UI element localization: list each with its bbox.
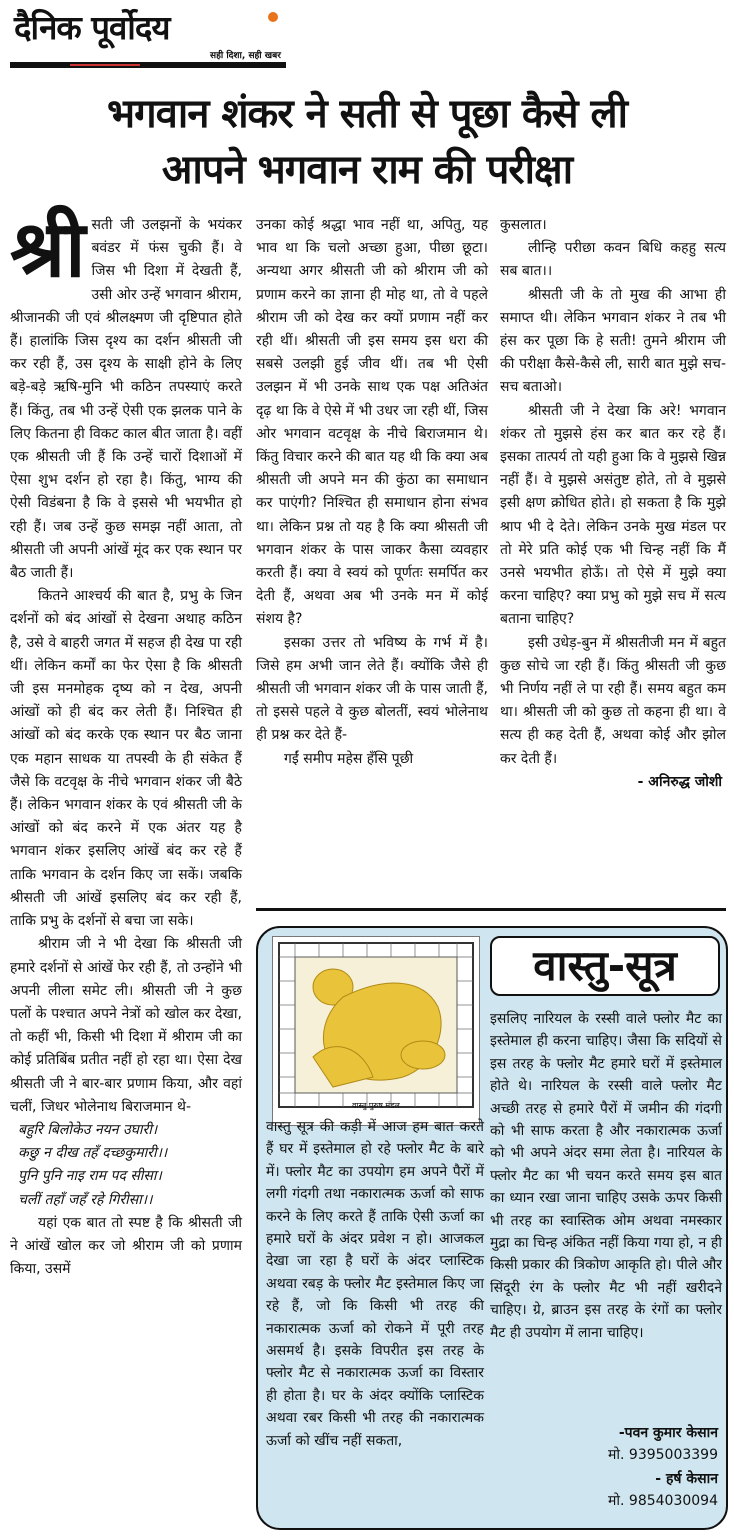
newspaper-tagline: सही दिशा, सही खबर xyxy=(210,51,281,61)
article-column-2 xyxy=(256,214,488,771)
vastu-sutra-title: वास्तु-सूत्र xyxy=(490,936,720,996)
masthead xyxy=(10,4,290,70)
contact-name: - हर्ष केसान xyxy=(655,1471,718,1487)
headline-line-2: आपने भगवान राम की परीक्षा xyxy=(161,147,573,193)
section-divider xyxy=(256,908,726,911)
paragraph: सती जी उलझनों के भयंकर बवंडर में फंस चुकी हैं। वे जिस भी दिशा में देखती हैं, उसी ओर उन्हें भगवान श्रीराम, श्रीजानकी जी एवं श्रीलक्ष्मण जी दृष्टिपात होते हैं। हालांकि जिस दृश्य का दर्शन श्रीसती जी कर रही हैं, उस दृश्य के साक्षी होने के लिए बड़े-बड़े ऋषि-मुनि भी कठिन तपस्याएं करते हैं। किंतु, तब भी उन्हें ऐसी एक झलक पाने के लिए कितना ही विकट काल बीत जाता है। वहीं एक श्रीसती जी हैं कि उन्हें चारों दिशाओं में ऐसा शुभ दर्शन हो रहा है। किंतु, भाग्य की ऐसी विडंबना है कि वे इससे भी भयभीत हो रही हैं। जब उन्हें कुछ समझ नहीं आता, तो श्रीसती जी अपनी आंखें मूंद कर एक स्थान पर बैठ जाती हैं। xyxy=(10,217,242,582)
masthead-accent-rule xyxy=(70,64,140,66)
author-byline: - अनिरुद्ध जोशी xyxy=(637,773,722,790)
image-caption: वास्तु पुरुष मंडल xyxy=(352,1101,400,1110)
contact-phone: मो. 9854030094 xyxy=(608,1493,718,1509)
article-column-3 xyxy=(500,214,726,794)
verse-line: लीन्हि परीछा कवन बिधि कहहु सत्य सब बात।। xyxy=(500,240,726,280)
vastu-mandala-icon xyxy=(273,937,479,1125)
paragraph: इसका उत्तर तो भविष्य के गर्भ में है। जिसे हम अभी जान लेते हैं। क्योंकि जैसे ही श्रीसती जी भगवान शंकर जी के पास जाती हैं, तो इससे पहले वे कुछ बोलतीं, स्वयं भोलेनाथ ही प्रश्न कर देते हैं- xyxy=(256,634,488,744)
paragraph: उनका कोई श्रद्धा भाव नहीं था, अपितु, यह भाव था कि चलो अच्छा हुआ, पीछा छूटा। अन्यथा अगर श्रीसती जी को श्रीराम जी को प्रणाम करने का ज्ञाना ही मोह था, तो वे पहले श्रीराम जी को देख कर क्यों प्रणाम नहीं कर रही थीं। श्रीसती जी इस समय इस धरा की सबसे उलझी हुई जीव थीं। तब भी ऐसी उलझन में भी उनके साथ एक पक्ष अतिअंत दृढ़ था कि वे ऐसे में भी उधर जा रही थीं, जिस ओर भगवान वटवृक्ष के नीचे बिराजमान थे। किंतु विचार करने की बात यह थी कि क्या अब श्रीसती जी अपने मन की कुंठा का समाधान कर पाएंगी? निश्चित ही समाधान होना संभव था। लेकिन प्रश्न तो यह है कि क्या श्रीसती जी भगवान शंकर के पास जाकर कैसा व्यवहार करती हैं। क्या वे स्वयं को पूर्णतः समर्पित कर देती हैं, अथवा अब भी उनके मन में कोई संशय है? xyxy=(256,217,488,628)
paragraph: कितने आश्चर्य की बात है, प्रभु के जिन दर्शनों को बंद आंखों से देखना अथाह कठिन है, उसे वे बाहरी जगत में सहज ही देख पा रही थीं। लेकिन कर्मों का फेर ऐसा है कि श्रीसती जी इस मनमोहक दृष्य को न देख, अपनी आंखों को ही बंद कर लेती हैं। निश्चित ही आंखों को बंद करके एक स्थान पर बैठ जाना एक महान साधक या तपस्वी के ही संकेत हैं जैसे कि वटवृक्ष के नीचे भगवान शंकर जी बैठे हैं। लेकिन भगवान शंकर के एवं श्रीसती जी के आंखों को बंद करने में एक अंतर यह है भगवान शंकर इसलिए आंखें बंद कर रहे हैं ताकि भगवान के दर्शन किए जा सकें। जबकि श्रीसती जी आंखें इसलिए बंद कर रही हैं, ताकि प्रभु के दर्शनों से बचा जा सके। xyxy=(10,588,242,930)
dropcap: श्री xyxy=(10,205,86,295)
vastu-sutra-box xyxy=(256,926,728,1530)
paragraph: इसी उधेड़-बुन में श्रीसतीजी मन में बहुत कुछ सोचे जा रही हैं। किंतु श्रीसती जी कुछ भी निर्णय नहीं ले पा रही हैं। समय बहुत कम था। श्रीसती जी को कुछ तो कहना ही था। वे सत्य ही कह देती हैं, अथवा कोई और झोल कर देती हैं। xyxy=(500,634,726,767)
verse-line: बहुरि बिलोकेउ नयन उघारी। xyxy=(18,1121,158,1138)
headline-line-1: भगवान शंकर ने सती से पूछा कैसे ली xyxy=(106,91,627,137)
verse-line: कुसलात। xyxy=(500,217,547,233)
contact-phone: मो. 9395003399 xyxy=(608,1447,718,1463)
paragraph: श्रीसती जी के तो मुख की आभा ही समाप्त थी। लेकिन भगवान शंकर ने तब भी हंस कर पूछा कि हे सती! तुमने श्रीराम जी की परीक्षा कैसे-कैसे ली, सारी बात मुझे सच-सच बताओ। xyxy=(500,286,726,396)
newspaper-title: दैनिक पूर्वोदय xyxy=(14,8,170,47)
masthead-rule xyxy=(10,62,286,68)
contact-name: -पवन कुमार केसान xyxy=(618,1425,718,1441)
vastu-purush-image xyxy=(272,936,480,1126)
verse-line: गईं समीप महेस हँसि पूछी xyxy=(284,750,414,767)
verse-line: कछु न दीख तहँ दच्छकुमारी।। xyxy=(18,1145,168,1162)
paragraph: श्रीसती जी ने देखा कि अरे! भगवान शंकर तो मुझसे हंस कर बात कर रहे हैं। इसका तात्पर्य तो यही हुआ कि वे मुझसे खिन्न नहीं हैं। वे मुझसे असंतुष्ट होते, तो वे मुझसे इसी क्षण क्रोधित होते। हो सकता है कि मुझे श्राप भी दे देते। लेकिन उनके मुख मंडल पर तो मेरे प्रति कोई एक भी चिन्ह नहीं कि मैं उनसे भयभीत होऊँ। तो ऐसे में मुझे क्या करना चाहिए? क्या प्रभु को मुझे सच में सत्य बताना चाहिए? xyxy=(500,402,726,628)
article-headline xyxy=(10,86,724,198)
article-column-1 xyxy=(10,205,242,1281)
logo-dot-icon xyxy=(268,12,278,22)
verse-line: पुनि पुनि नाइ राम पद सीसा। xyxy=(18,1168,162,1185)
verse-line: चलीं तहाँ जहँ रहे गिरीसा।। xyxy=(18,1191,153,1208)
vastu-column-2: इसलिए नारियल के रस्सी वाले फ्लोर मैट का इस्तेमाल ही करना चाहिए। जैसा कि सदियों से इस तरह के फ्लोर मैट हमारे घरों में इस्तेमाल होते थे। नारियल के रस्सी वाले फ्लोर मैट अच्छी तरह से हमारे पैरों में जमीन की गंदगी को भी साफ करता है और नकारात्मक ऊर्जा को भी अपने अंदर समा लेता है। नारियल के फ्लोर मैट का भी चयन करते समय इस बात का ध्यान रखा जाना चाहिए उसके ऊपर किसी भी तरह का स्वास्तिक ओम अथवा नमस्कार मुद्रा का चिन्ह अंकित नहीं किया गया हो, न ही किसी प्रकार की त्रिकोण आकृति हो। पीले और सिंदूरी रंग के फ्लोर मैट भी नहीं खरीदने चाहिए। ग्रे, ब्राउन इस तरह के रंगों का फ्लोर मैट ही उपयोग में लाना चाहिए। xyxy=(490,1011,722,1341)
paragraph: श्रीराम जी ने भी देखा कि श्रीसती जी हमारे दर्शनों से आंखें फेर रही हैं, तो उन्होंने भी अपनी लीला समेट ली। श्रीसती जी ने कुछ पलों के पश्चात अपने नेत्रों को खोल कर देखा, तो कहीं भी, किसी भी दिशा में श्रीराम जी का कोई प्रतिबिंब प्रतीत नहीं हो रहा था। ऐसा देख श्रीसती जी ने बार-बार प्रणाम किया, और वहां चलीं, जिधर भोलेनाथ बिराजमान थे- xyxy=(10,936,242,1115)
paragraph: यहां एक बात तो स्पष्ट है कि श्रीसती जी ने आंखें खोल कर जो श्रीराम जी को प्रणाम किया, उसमें xyxy=(10,1214,242,1278)
vastu-column-1: वास्तु सूत्र की कड़ी में आज हम बात करते हैं घर में इस्तेमाल हो रहे फ्लोर मैट के बारे में। फ्लोर मैट का उपयोग हम अपने पैरों में लगी गंदगी तथा नकारात्मक ऊर्जा को साफ करने के लिए करते हैं ताकि ऐसी ऊर्जा का हमारे घरों के अंदर प्रवेश न हो। आजकल देखा जा रहा है घरों के अंदर प्लास्टिक अथवा रबड़ के फ्लोर मैट इस्तेमाल किए जा रहे हैं, जो कि किसी भी तरह की नकारात्मक ऊर्जा को रोकने में पूरी तरह असमर्थ है। इसके विपरीत इस तरह के फ्लोर मैट से नकारात्मक ऊर्जा का विस्तार ही होता है। घर के अंदर क्योंकि प्लास्टिक अथवा रबर किसी भी तरह की नकारात्मक ऊर्जा को खींच नहीं सकता, xyxy=(266,1119,484,1449)
